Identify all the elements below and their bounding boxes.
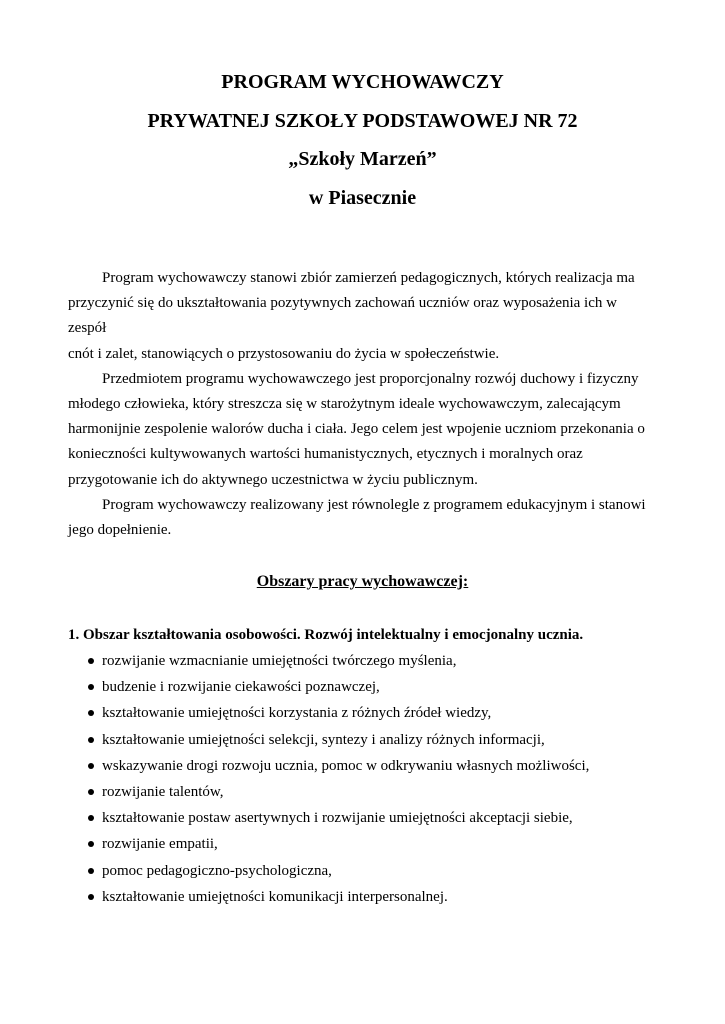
title-line-1: PROGRAM WYCHOWAWCZY: [221, 71, 504, 93]
list-item: [88, 884, 589, 910]
area-1-bullet-list: [88, 648, 589, 910]
list-item: [88, 648, 589, 674]
list-item: [88, 858, 589, 884]
list-item-text: kształtowanie postaw asertywnych i rozwijanie umiejętności akceptacji siebie,: [102, 810, 573, 827]
intro-paragraph-2: Przedmiotem programu wychowawczego jest proporcjonalny rozwój duchowy i fizyczny młodego człowieka, który streszcza się w starożytnym ideale wychowawczym, zalecającym harmonijnie zespolenie walorów ducha i ciała. Jego celem jest wpojenie uczniom przekonania o konieczności kultywowanych wartości humanistycznych, etycznych i moralnych oraz przygotowanie ich do aktywnego uczestnictwa w życiu publicznym.: [68, 370, 645, 488]
bullet-icon: [88, 815, 94, 821]
list-item-text: budzenie i rozwijanie ciekawości poznawczej,: [102, 679, 380, 696]
intro-paragraph-3: Program wychowawczy realizowany jest równolegle z programem edukacyjnym i stanowi jego dopełnienie.: [68, 496, 646, 539]
list-item: [88, 753, 589, 779]
title-line-2: PRYWATNEJ SZKOŁY PODSTAWOWEJ NR 72: [147, 110, 578, 132]
bullet-icon: [88, 763, 94, 769]
bullet-icon: [88, 710, 94, 716]
list-item: [88, 727, 589, 753]
list-item: [88, 805, 589, 831]
list-item-text: kształtowanie umiejętności komunikacji interpersonalnej.: [102, 888, 448, 905]
bullet-icon: [88, 868, 94, 874]
list-item: [88, 700, 589, 726]
list-item-text: rozwijanie talentów,: [102, 783, 224, 800]
bullet-icon: [88, 789, 94, 795]
bullet-icon: [88, 894, 94, 900]
bullet-icon: [88, 658, 94, 664]
bullet-icon: [88, 841, 94, 847]
title-line-3: „Szkoły Marzeń”: [288, 148, 437, 170]
area-1-heading: 1. Obszar kształtowania osobowości. Rozwój intelektualny i emocjonalny ucznia.: [68, 627, 584, 643]
bullet-icon: [88, 737, 94, 743]
list-item-text: rozwijanie wzmacnianie umiejętności twórczego myślenia,: [102, 653, 457, 669]
list-item-text: rozwijanie empatii,: [102, 836, 218, 853]
list-item-text: wskazywanie drogi rozwoju ucznia, pomoc w odkrywaniu własnych możliwości,: [102, 757, 590, 774]
list-item-text: kształtowanie umiejętności selekcji, syntezy i analizy różnych informacji,: [102, 731, 545, 748]
intro-paragraph-1: Program wychowawczy stanowi zbiór zamierzeń pedagogicznych, których realizacja ma przyczynić się do ukształtowania pozytywnych zachowań uczniów oraz wyposażenia ich w zespół cnót i zalet, stanowiących o przystosowaniu do życia w społeczeństwie.: [68, 270, 635, 362]
title-line-4: w Piasecznie: [308, 187, 417, 209]
bullet-icon: [88, 684, 94, 690]
list-item: [88, 674, 589, 700]
list-item-text: pomoc pedagogiczno-psychologiczna,: [102, 862, 332, 879]
intro-text: [68, 266, 658, 543]
list-item-text: kształtowanie umiejętności korzystania z różnych źródeł wiedzy,: [102, 705, 492, 722]
list-item: [88, 831, 589, 857]
list-item: [88, 779, 589, 805]
section-heading: Obszary pracy wychowawczej:: [256, 573, 469, 590]
